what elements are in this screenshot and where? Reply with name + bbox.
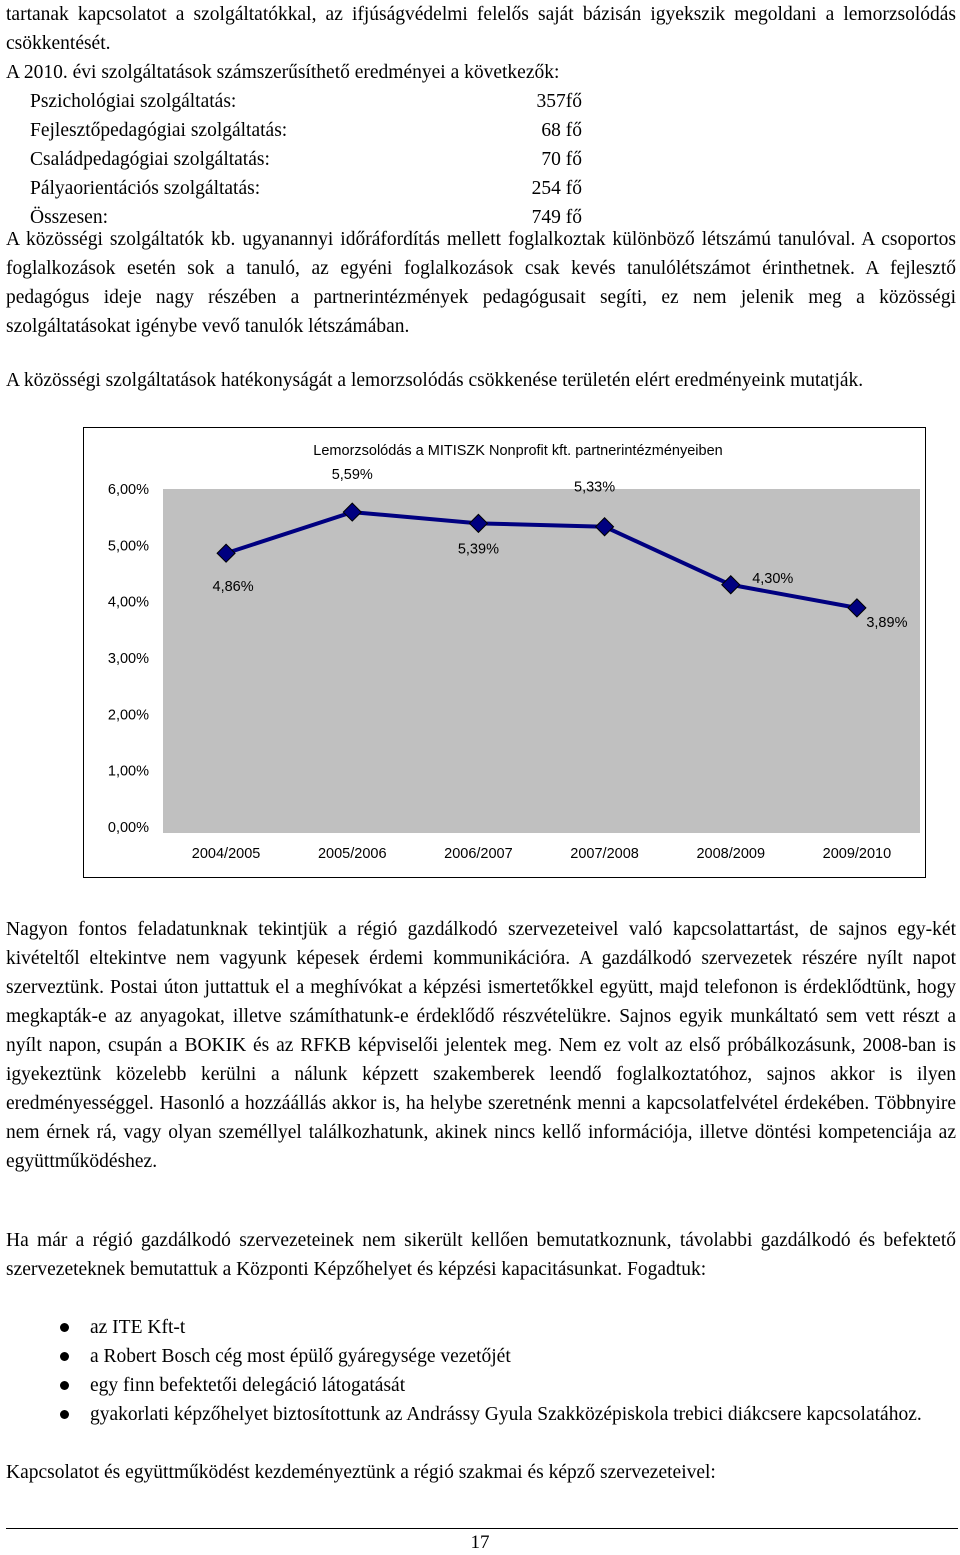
bullet-item: az ITE Kft-t — [90, 1317, 186, 1338]
x-tick-label: 2005/2006 — [317, 846, 387, 862]
bullet-item: gyakorlati képzőhelyet biztosítottunk az Andrássy Gyula Szakközépiskola trebici diákcsere kapcsolatához. — [90, 1404, 922, 1425]
closing-paragraph: Kapcsolatot és együttműködést kezdeményeztünk a régió szakmai és képző szervezeteivel: — [6, 1462, 716, 1483]
page-number: 17 — [470, 1532, 490, 1553]
y-tick-label: 1,00% — [107, 763, 149, 780]
y-tick-label: 5,00% — [107, 538, 149, 555]
x-tick-label: 2007/2008 — [570, 846, 639, 862]
bullet-icon — [60, 1352, 69, 1361]
bullet-item: egy finn befektetői delegáció látogatását — [90, 1375, 406, 1396]
service-value: 68 fő — [541, 120, 582, 141]
economic-paragraph: Nagyon fontos feladatunknak tekintjük a régió gazdálkodó szervezeteivel való kapcsolattartást, de sajnos egy-két kivételtől eltekintve nem vagyunk képesek érdemi kommunikációra. A gazdálkodó szervezetek részére nyílt napot szerveztünk. Postai úton juttattuk el a meghívókat a képzési ismertetőkkel együtt, majd telefonon is érdeklődtünk, hogy megkapták-e az anyagokat, illetve számíthatunk-e érdeklődő részvételükre. Sajnos egyik munkáltató sem vett részt a nyílt napon, csupán a BOKIK és az RFKB képviselői jelentek meg. Nem ez volt az első próbálkozásunk, 2008-ban is igyekeztünk közelebb kerülni a nálunk képzett szakemberek leendő foglalkoztatóhoz, sajnos akkor is ilyen eredményességgel. Hasonló a hozzáállás akkor is, ha helybe szeretnénk menni a kapcsolatfelvétel érdekében. Többnyire nem érnek rá, vagy olyan személlyel találkozhatunk, akinek nincs kellő információja, illetve döntési kompetenciája az együttműködéshez. — [6, 919, 956, 1172]
y-tick-label: 6,00% — [107, 482, 149, 498]
community-paragraph: A közösségi szolgáltatók kb. ugyanannyi időráfordítás mellett foglalkoztak különböző létszámú tanulóval. A csoportos foglalkozások esetén sok a tanuló, az egyéni foglalkozások csak kevés tanulólétszámot érinthetnek. A fejlesztő pedagógus ideje nagy részében a partnerintézmények pedagógusait segíti, ez nem jelenik meg a közösségi szolgáltatásokat igénybe vevő tanulók létszámában. — [6, 229, 956, 337]
effectiveness-paragraph: A közösségi szolgáltatások hatékonyságát a lemorzsolódás csökkenése területén elért eredményeink mutatják. — [6, 370, 864, 391]
dropout-chart — [83, 427, 927, 879]
service-value-total: 749 fő — [531, 207, 582, 228]
bullet-icon — [60, 1381, 69, 1390]
service-value: 70 fő — [541, 149, 582, 170]
data-label: 4,30% — [752, 570, 794, 587]
service-name: Családpedagógiai szolgáltatás: — [30, 149, 270, 170]
y-tick-label: 0,00% — [107, 820, 149, 836]
y-tick-label: 3,00% — [107, 651, 149, 667]
service-name: Pályaorientációs szolgáltatás: — [30, 178, 261, 199]
footer-rule — [6, 1528, 958, 1529]
bullet-icon — [60, 1410, 69, 1419]
y-tick-label: 2,00% — [107, 707, 149, 724]
x-tick-label: 2004/2005 — [191, 846, 261, 862]
service-value: 254 fő — [531, 178, 582, 199]
data-label: 5,59% — [331, 467, 373, 484]
chart-title: Lemorzsolódás a MITISZK Nonprofit kft. partnerintézményeiben — [313, 443, 723, 459]
x-tick-label: 2008/2009 — [696, 846, 766, 862]
x-tick-label: 2006/2007 — [444, 846, 513, 862]
bullet-icon — [60, 1323, 69, 1332]
service-name: Fejlesztőpedagógiai szolgáltatás: — [30, 120, 288, 141]
intro-paragraph: tartanak kapcsolatot a szolgáltatókkal, az ifjúságvédelmi felelős saját bázisán igyekszik megoldani a lemorzsolódás csökkentését. — [6, 4, 956, 54]
bullet-item: a Robert Bosch cég most épülő gyáregysége vezetőjét — [90, 1346, 511, 1367]
x-tick-label: 2009/2010 — [822, 846, 892, 862]
investors-paragraph: Ha már a régió gazdálkodó szervezeteinek nem sikerült kellően bemutatkoznunk, távolabbi gazdálkodó és befektető szervezeteknek bemutattuk a Központi Képzőhelyet és képzési kapacitásunkat. Fogadtuk: — [6, 1230, 956, 1280]
y-tick-label: 4,00% — [107, 594, 149, 611]
data-label: 5,33% — [574, 479, 616, 496]
service-name: Pszichológiai szolgáltatás: — [30, 91, 237, 112]
data-label: 5,39% — [457, 541, 499, 558]
service-name-total: Összesen: — [30, 207, 108, 228]
data-label: 4,86% — [212, 579, 254, 596]
data-label: 3,89% — [866, 614, 908, 631]
results-intro: A 2010. évi szolgáltatások számszerűsíthető eredményei a következők: — [6, 62, 560, 83]
service-value: 357fő — [536, 91, 582, 112]
plot-area — [163, 489, 920, 833]
